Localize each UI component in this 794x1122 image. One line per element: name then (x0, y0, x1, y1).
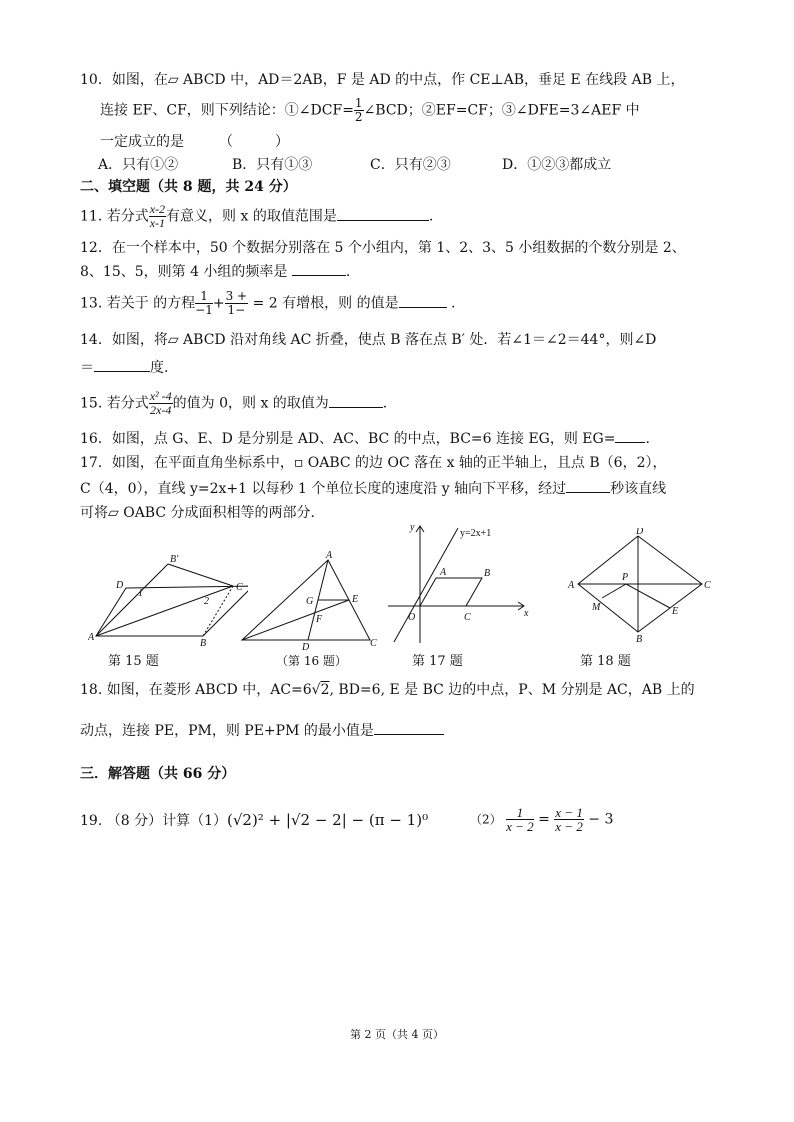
q13-f1-num: 1 (195, 290, 213, 304)
q17-line2 (80, 478, 666, 499)
q18-line2-text: 动点，连接 PE，PM，则 PE+PM 的最小值是 (80, 723, 374, 739)
q15-fraction (149, 390, 173, 417)
sqrt-symbol: √ (311, 682, 321, 698)
q19-f1-den: x − 2 (506, 819, 534, 834)
fig18-line-mp (602, 584, 626, 598)
q13-fraction-1 (195, 290, 213, 317)
fig15-label-1: 1 (138, 588, 143, 599)
q12-answer-blank[interactable] (292, 261, 346, 276)
q10-fraction (354, 97, 364, 124)
fig15-label-a: A (88, 632, 95, 643)
q10-frac-den: 2 (354, 110, 363, 124)
q13-plus: + (212, 295, 225, 312)
fig16-label-g: G (306, 596, 314, 607)
fig15-line-b1c (168, 564, 233, 586)
fig16-label-d: D (302, 642, 310, 652)
q15-num: x² -4 (149, 389, 172, 403)
q16-answer-blank[interactable] (615, 428, 645, 443)
q11 (80, 203, 433, 230)
fig18-label-e: E (672, 606, 679, 617)
fig15-label-b: B (200, 638, 207, 648)
q11-end: . (428, 208, 434, 225)
figure-17 (384, 518, 536, 648)
fig15-label-2: 2 (204, 596, 209, 607)
fig15-line-ab1 (96, 564, 168, 636)
q19-part2 (470, 806, 613, 833)
q10-line2 (100, 97, 640, 124)
fig15-diagonal-ac (96, 586, 233, 636)
q19-fraction-2 (554, 806, 584, 833)
q10-option-a: A．只有①② (98, 157, 179, 173)
q19-equals: = (538, 811, 550, 828)
q18-sqrt-value: 2 (320, 682, 330, 698)
q11-answer-blank[interactable] (337, 206, 429, 221)
fig17-parallelogram (420, 578, 482, 606)
fig15-label-b1: B′ (170, 554, 179, 565)
fig17-label-o: O (408, 612, 416, 623)
q12-end: . (345, 264, 351, 280)
fig16-label-e: E (352, 594, 359, 605)
q19-f2-num: x − 1 (555, 805, 583, 820)
fig17-label-x: x (524, 608, 529, 619)
q13-end: . (451, 295, 456, 312)
q17-line2-post: 秒该直线 (610, 481, 667, 497)
q16-end: . (645, 431, 650, 447)
q15-answer-blank[interactable] (329, 393, 383, 408)
q18-answer-blank[interactable] (374, 720, 444, 735)
section2-heading: 二、填空题（共 8 题，共 24 分） (80, 179, 297, 195)
q15-den: 2x-4 (150, 403, 172, 417)
fig18-line-pe (626, 584, 670, 608)
q10-line3: 一定成立的是 （ ） (100, 134, 289, 150)
q11-fraction (149, 203, 166, 230)
q15 (80, 390, 387, 417)
q19-pre: 19. （8 分）计算（1） (80, 813, 227, 829)
q13 (80, 290, 455, 317)
q13-pre: 13. 若关于 的方程 (80, 295, 196, 312)
fig17-label-line: y=2x+1 (460, 528, 492, 539)
q17-answer-blank[interactable] (566, 478, 610, 493)
fig16-line-be (242, 600, 349, 640)
figure-15 (88, 548, 248, 648)
fig16-caption: （第 16 题） (276, 654, 347, 668)
section3-heading: 三．解答题（共 66 分） (80, 766, 236, 782)
q12-line1: 12．在一个样本中，50 个数据分别落在 5 个小组内，第 1、2、3、5 小组数据的个数分别是 2、 (80, 240, 686, 256)
fig17-label-b: B (484, 568, 491, 579)
q16-text: 16．如图，点 G、E、D 是分别是 AD、AC、BC 的中点，BC=6 连接 EG，则 EG= (80, 431, 616, 447)
q15-pre: 15. 若分式 (80, 395, 149, 412)
fig18-label-m: M (592, 602, 601, 613)
fig17-label-a: A (440, 567, 447, 578)
fig17-line (394, 528, 458, 642)
fig15-parallelogram (96, 586, 248, 636)
q14-line1: 14．如图，将▱ ABCD 沿对角线 AC 折叠，使点 B 落在点 B′ 处．若∠1＝∠2＝44°，则∠D (80, 332, 657, 348)
q19-f1-num: 1 (506, 806, 534, 820)
q14-line2-post: 度. (150, 360, 169, 376)
q13-f2-den: 1− (227, 303, 246, 317)
q13-post: = 2 有增根，则 的值是 (252, 295, 399, 312)
page-footer: 第 2 页（共 4 页） (350, 1028, 444, 1041)
q19-fraction-1 (506, 806, 534, 833)
fig17-label-c: C (464, 612, 471, 623)
q12-line2-text: 8、15、5，则第 4 小组的频率是 (80, 264, 288, 280)
fig17-label-y: y (410, 522, 415, 533)
q13-f2-num: 3 + (225, 289, 248, 303)
q11-num: x-2 (149, 202, 166, 216)
q13-f1-den: −1 (195, 303, 213, 317)
q17-line2-pre: C（4，0），直线 y=2x+1 以每秒 1 个单位长度的速度沿 y 轴向下平移，经过 (80, 481, 567, 497)
q10-option-c: C．只有②③ (370, 157, 451, 173)
q10-option-d: D．①②③都成立 (502, 157, 612, 173)
q19-expr1: (√2)² + |√2 − 2| − (π − 1)⁰ (226, 811, 429, 829)
q19-f2-den: x − 2 (555, 819, 583, 834)
fig16-label-c: C (370, 638, 377, 649)
fig15-caption: 第 15 题 (108, 654, 159, 669)
q14-line2 (80, 357, 168, 378)
q17-line1: 17．如图，在平面直角坐标系中，▫ OABC 的边 OC 落在 x 轴的正半轴上，且点 B（6，2）， (80, 455, 667, 471)
fig18-label-p: P (622, 572, 629, 583)
q16 (80, 428, 650, 449)
fig16-label-f: F (316, 614, 323, 625)
fig15-label-d: D (116, 580, 124, 591)
q10-option-b: B．只有①③ (232, 157, 313, 173)
fig18-label-a: A (568, 580, 575, 591)
fig18-caption: 第 18 题 (580, 654, 631, 669)
q14-line2-pre: ＝ (80, 360, 94, 376)
q18-line1-a: 18. 如图，在菱形 ABCD 中，AC=6 (80, 682, 312, 698)
q10-line2-a: 连接 EF、CF，则下列结论：①∠DCF= (100, 102, 354, 119)
q17-line3: 可将▱ OABC 分成面积相等的两部分. (80, 505, 315, 521)
fig18-label-c: C (704, 580, 711, 591)
q19-tail: − 3 (588, 811, 614, 828)
q18-line2 (80, 720, 444, 741)
fig16-label-a: A (326, 550, 333, 561)
q11-pre: 11. 若分式 (80, 208, 149, 225)
q11-post: 有意义，则 x 的取值范围是 (166, 208, 337, 225)
fig18-label-b: B (636, 634, 643, 644)
q13-answer-blank[interactable] (399, 293, 447, 308)
fig17-caption: 第 17 题 (412, 654, 463, 669)
q18-line1-b: , BD=6, E 是 BC 边的中点，P、M 分别是 AC，AB 上的 (329, 682, 695, 698)
q10-line2-b: ∠BCD；②EF=CF；③∠DFE=3∠AEF 中 (363, 102, 640, 119)
q15-end: . (382, 395, 388, 412)
q10-line1: 10．如图，在▱ ABCD 中，AD＝2AB，F 是 AD 的中点，作 CE⊥AB，垂足 E 在线段 AB 上， (80, 72, 685, 88)
figure-16 (232, 548, 382, 652)
q19-part1 (80, 810, 428, 831)
fig15-label-c: C (236, 582, 243, 593)
q12-line2 (80, 261, 350, 282)
q13-fraction-2 (225, 290, 249, 317)
q11-den: x-1 (149, 216, 166, 230)
figure-18 (566, 528, 714, 644)
fig18-label-d: D (636, 528, 644, 537)
q15-post: 的值为 0，则 x 的取值为 (172, 395, 329, 412)
q18-line1 (80, 680, 695, 700)
q10-frac-num: 1 (354, 96, 363, 110)
q14-answer-blank[interactable] (94, 357, 150, 372)
q19-part2-label: （2） (470, 812, 502, 827)
